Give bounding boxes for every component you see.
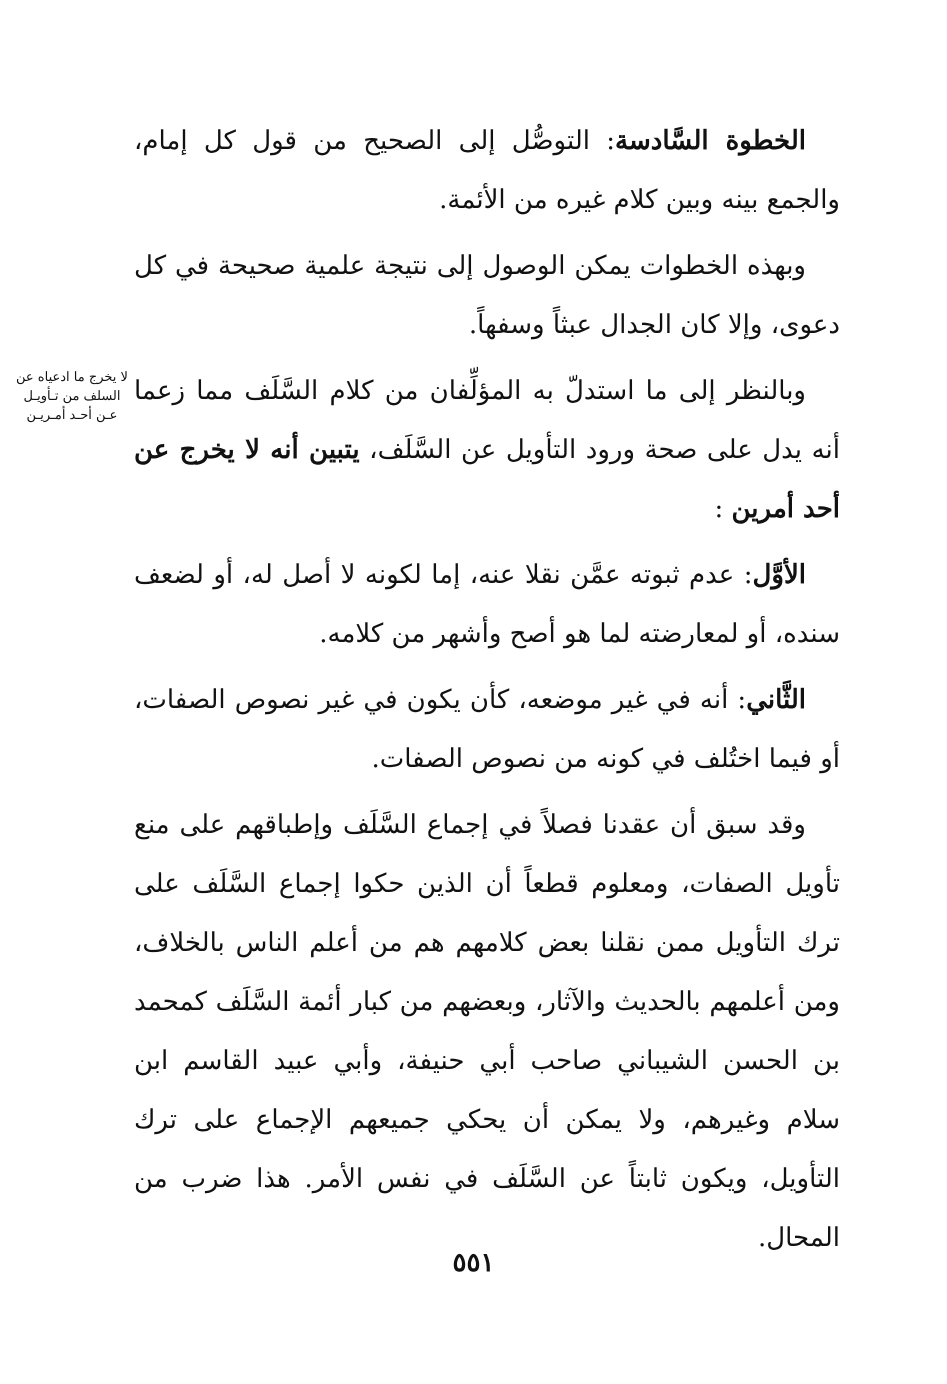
paragraph-text: : أنه في غير موضعه، كأن يكون في غير نصوص الصفات، أو فيما اختُلف في كونه من نصوص الصفات. — [134, 685, 840, 774]
heading-step-six: الخطوة السَّادسة — [615, 126, 806, 156]
paragraph-step-six — [134, 112, 840, 230]
paragraph-text: وبالنظر إلى ما استدلّ به المؤلِّفان من كلام السَّلَف مما زعما أنه يدل على صحة ورود التأويل عن السَّلَف، — [134, 376, 840, 465]
paragraph-tail: : — [714, 494, 724, 524]
paragraph-consensus — [134, 796, 840, 1268]
main-text — [134, 112, 840, 1275]
heading-first: الأوَّل — [752, 560, 806, 590]
paragraph-first — [134, 546, 840, 664]
paragraph-text: وقد سبق أن عقدنا فصلاً في إجماع السَّلَف وإطباقهم على منع تأويل الصفات، ومعلوم قطعاً أن الذين حكوا إجماع السَّلَف على ترك التأويل ممن نقلنا بعض كلامهم هم من أعلم الناس بالخلاف، ومن أعلمهم بالحديث والآثار، وبعضهم من كبار أئمة السَّلَف كمحمد بن الحسن الشيباني صاحب أبي حنيفة، وأبي عبيد القاسم ابن سلام وغيرهم، ولا يمكن أن يحكي جميعهم الإجماع على ترك التأويل، ويكون ثابتاً عن السَّلَف في نفس الأمر. هذا ضرب من المحال. — [134, 810, 840, 1253]
margin-note: لا يخرج ما ادعياه عن السلف من تـأويـل عـن أحـد أمـريـن — [16, 370, 128, 423]
paragraph-text: وبهذه الخطوات يمكن الوصول إلى نتيجة علمية صحيحة في كل دعوى، وإلا كان الجدال عبثاً وسفهاً. — [134, 251, 840, 340]
paragraph-two-matters — [134, 362, 840, 539]
paragraph-conclusion — [134, 237, 840, 355]
page-number: ٥٥١ — [452, 1248, 495, 1278]
paragraph-text: : التوصُّل إلى الصحيح من قول كل إمام، والجمع بينه وبين كلام غيره من الأئمة. — [134, 126, 840, 215]
bold-statement: يتبين أنه لا يخرج عن أحد أمرين — [134, 435, 840, 524]
paragraph-second — [134, 671, 840, 789]
paragraph-text: : عدم ثبوته عمَّن نقلا عنه، إما لكونه لا أصل له، أو لضعف سنده، أو لمعارضته لما هو أصح وأشهر من كلامه. — [134, 560, 840, 649]
heading-second: الثَّاني — [746, 685, 807, 715]
